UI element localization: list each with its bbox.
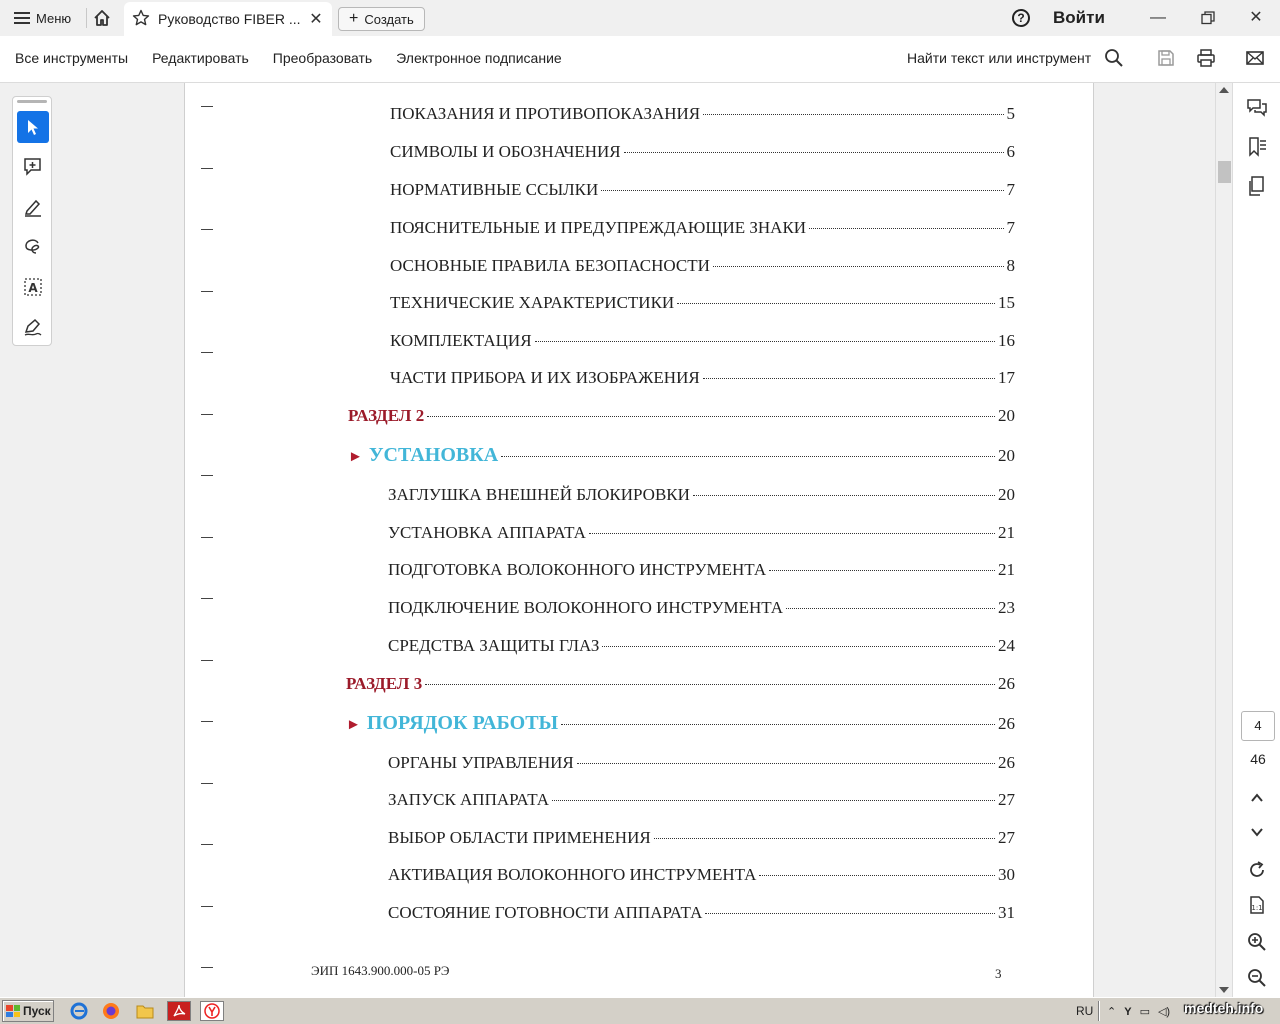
toc-entry[interactable] [388,865,1015,885]
scan-margin-mark [201,537,213,538]
toc-entry[interactable] [390,142,1015,162]
pages-icon[interactable] [1245,174,1269,198]
yandex-browser-icon[interactable] [200,1001,224,1021]
home-icon[interactable] [92,8,114,28]
create-button[interactable] [338,7,425,31]
toc-entry[interactable] [348,406,1015,426]
document-tab[interactable] [124,2,332,36]
toc-entry[interactable] [388,523,1015,543]
highlight-pen-icon[interactable] [17,191,49,223]
toc-entry-page: 26 [998,714,1015,733]
toc-leader-dots [601,190,1003,191]
toc-entry-page: 23 [998,598,1015,617]
tools-menu [15,50,562,66]
toc-entry[interactable] [390,104,1015,124]
toc-entry-label: ПОЯСНИТЕЛЬНЫЕ И ПРЕДУПРЕЖДАЮЩИЕ ЗНАКИ [390,218,807,237]
scan-margin-mark [201,967,213,968]
scan-margin-mark [201,783,213,784]
zoom-in-icon[interactable] [1245,930,1269,954]
scan-margin-mark [201,229,213,230]
toc-entry-label: ОРГАНЫ УПРАВЛЕНИЯ [388,753,574,772]
toc-entry-page: 21 [998,523,1015,542]
scan-margin-mark [201,414,213,415]
print-icon[interactable] [1196,48,1218,70]
toc-entry[interactable] [388,753,1015,773]
toc-entry-label: ПОДГОТОВКА ВОЛОКОННОГО ИНСТРУМЕНТА [388,560,767,579]
toc-leader-dots [589,533,995,534]
scan-margin-mark [201,106,213,107]
toc-entry-page: 21 [998,560,1015,579]
start-button[interactable] [2,1000,54,1022]
toc-leader-dots [703,378,995,379]
toc-leader-dots [501,456,995,457]
select-tool-icon[interactable] [17,111,49,143]
toc-entry-label: ТЕХНИЧЕСКИЕ ХАРАКТЕРИСТИКИ [390,293,675,312]
toc-leader-dots [759,875,995,876]
all-tools-menu[interactable]: Все инструменты [15,50,129,66]
toc-entry-label: СИМВОЛЫ И ОБОЗНАЧЕНИЯ [390,142,621,161]
right-panel [1232,83,1280,997]
toc-leader-dots [769,570,995,571]
scan-margin-mark [201,598,213,599]
rotate-icon[interactable] [1245,858,1269,882]
signature-pen-icon[interactable] [17,311,49,343]
star-icon[interactable] [132,9,150,30]
watermark-text: medteh.info [1184,1000,1264,1016]
toc-entry-page: 26 [998,674,1015,693]
add-comment-icon[interactable] [17,151,49,183]
toc-entry-page: 31 [998,903,1015,922]
toc-entry-page: 24 [998,636,1015,655]
menu-button[interactable] [8,6,77,30]
toc-entry[interactable] [348,444,1015,467]
toc-entry-page: 5 [1006,104,1015,123]
toc-leader-dots [425,684,995,685]
scroll-thumb[interactable] [1218,161,1231,183]
toc-entry[interactable] [390,293,1015,313]
toc-entry-page: 20 [998,406,1015,425]
bookmarks-icon[interactable] [1245,135,1269,159]
minimize-icon[interactable]: — [1150,9,1166,26]
tool-palette [12,96,52,346]
tab-title: Руководство FIBER ... [158,11,300,27]
toc-entry-page: 7 [1006,180,1015,199]
toc-entry-page: 7 [1006,218,1015,237]
toc-entry[interactable] [388,828,1015,848]
toc-entry-label: СОСТОЯНИЕ ГОТОВНОСТИ АППАРАТА [388,903,703,922]
previous-page-icon[interactable] [1245,786,1269,810]
toc-entry[interactable] [388,903,1015,923]
toc-entry-label: ЧАСТИ ПРИБОРА И ИХ ИЗОБРАЖЕНИЯ [390,368,700,387]
current-page-input[interactable]: 4 [1241,711,1275,741]
toc-leader-dots [786,608,995,609]
toc-entry-label: УСТАНОВКА АППАРАТА [388,523,586,542]
toc-leader-dots [552,800,995,801]
chapter-marker: ► [348,449,363,465]
toc-entry-label: ПОДКЛЮЧЕНИЕ ВОЛОКОННОГО ИНСТРУМЕНТА [388,598,784,617]
tools-bar [0,36,1280,83]
file-explorer-icon[interactable] [133,1001,157,1021]
scan-margin-mark [201,906,213,907]
fit-page-icon[interactable] [1245,893,1269,917]
toc-entry[interactable] [390,180,1015,200]
toc-leader-dots [677,303,995,304]
scan-margin-mark [201,168,213,169]
svg-text:A: A [28,281,38,295]
toc-entry-page: 6 [1006,142,1015,161]
toc-leader-dots [654,838,995,839]
scan-margin-mark [201,475,213,476]
toc-entry-page: 26 [998,753,1015,772]
e-sign-menu[interactable]: Электронное подписание [396,50,562,66]
toc-entry-label: НОРМАТИВНЫЕ ССЫЛКИ [390,180,599,199]
page-footer-code: ЭИП 1643.900.000-05 РЭ [311,963,450,978]
menu-label: Меню [36,10,72,26]
save-icon[interactable] [1156,48,1178,70]
toc-entry-page: 16 [998,331,1015,350]
toc-entry-page: 15 [998,293,1015,312]
windows-logo-icon [6,1005,20,1017]
yandex-tray-icon[interactable]: Y [1124,1005,1132,1018]
internet-explorer-icon[interactable] [67,1001,91,1021]
svg-text:1:1: 1:1 [1251,904,1263,912]
scan-margin-mark [201,291,213,292]
freehand-draw-icon[interactable] [17,231,49,263]
toc-leader-dots [427,416,995,417]
toc-entry[interactable] [346,674,1015,694]
toc-leader-dots [693,495,995,496]
toc-leader-dots [577,763,995,764]
os-taskbar [0,997,1280,1024]
page-footer-number: 3 [995,966,1002,981]
toc-entry-label: РАЗДЕЛ 2 [348,406,425,425]
help-icon[interactable]: ? [1012,9,1030,27]
vertical-scrollbar[interactable] [1215,83,1232,997]
comments-icon[interactable] [1245,96,1269,120]
acrobat-taskbar-icon[interactable] [167,1001,191,1021]
login-button[interactable]: Войти [1053,8,1105,27]
toc-entry[interactable] [388,598,1015,618]
divider [86,8,87,28]
toc-leader-dots [703,114,1003,115]
network-icon[interactable]: ▭ [1139,1006,1150,1018]
toc-leader-dots [624,152,1004,153]
title-bar [0,0,1280,36]
toc-entry-page: 27 [998,790,1015,809]
palette-grip[interactable] [17,100,47,103]
toc-entry-page: 20 [998,485,1015,504]
toc-entry-label: РАЗДЕЛ 3 [346,674,423,693]
toc-leader-dots [809,228,1003,229]
toc-entry[interactable] [388,790,1015,810]
create-label: Создать [364,11,414,27]
scroll-up-icon[interactable] [1219,87,1229,93]
convert-menu[interactable]: Преобразовать [272,50,373,66]
toc-entry-page: 8 [1006,256,1015,275]
toc-entry-label: АКТИВАЦИЯ ВОЛОКОННОГО ИНСТРУМЕНТА [388,865,757,884]
toc-entry-label: ОСНОВНЫЕ ПРАВИЛА БЕЗОПАСНОСТИ [390,256,710,275]
toc-entry-label: ВЫБОР ОБЛАСТИ ПРИМЕНЕНИЯ [388,828,651,847]
toc-entry-page: 17 [998,368,1015,387]
volume-icon[interactable]: ◁) [1157,1006,1171,1018]
toc-entry-page: 30 [998,865,1015,884]
toc-entry-label: ЗАГЛУШКА ВНЕШНЕЙ БЛОКИРОВКИ [388,485,690,504]
toc-entry[interactable] [390,256,1015,276]
mail-icon[interactable] [1245,48,1267,70]
hamburger-icon [14,12,30,24]
firefox-icon[interactable] [99,1001,123,1021]
scan-margin-mark [201,844,213,845]
scroll-down-icon[interactable] [1219,987,1229,993]
zoom-out-icon[interactable] [1245,966,1269,990]
chapter-marker: ► [346,717,361,733]
pdf-page [184,83,1094,997]
toc-entry[interactable] [390,331,1015,351]
total-pages: 46 [1250,751,1266,767]
text-box-icon[interactable] [17,271,49,303]
toc-entry-label: СРЕДСТВА ЗАЩИТЫ ГЛАЗ [388,636,600,655]
toc-entry[interactable] [388,636,1015,656]
close-tab-icon[interactable]: ✕ [309,11,323,28]
search-icon[interactable] [1104,48,1126,70]
scan-margin-mark [201,721,213,722]
toc-entry[interactable] [346,712,1015,735]
toc-leader-dots [713,266,1004,267]
toc-entry-page: 27 [998,828,1015,847]
toc-entry[interactable] [388,560,1015,580]
toc-entry-label: ПОРЯДОК РАБОТЫ [366,712,559,734]
close-window-icon[interactable]: ✕ [1249,9,1263,26]
toc-entry-label: ПОКАЗАНИЯ И ПРОТИВОПОКАЗАНИЯ [390,104,701,123]
tray-divider [1098,1001,1100,1021]
toc-leader-dots [561,724,995,725]
toc-entry[interactable] [390,218,1015,238]
start-label: Пуск [23,1004,51,1018]
toc-entry-label: КОМПЛЕКТАЦИЯ [390,331,532,350]
toc-leader-dots [705,913,995,914]
language-indicator[interactable]: RU [1076,1004,1094,1018]
toc-entry-label: ЗАПУСК АППАРАТА [388,790,550,809]
scan-margin-mark [201,660,213,661]
edit-menu[interactable]: Редактировать [152,50,249,66]
scan-margin-mark [201,352,213,353]
toc-entry-page: 20 [998,446,1015,465]
toc-entry[interactable] [390,368,1015,388]
find-tool-label[interactable]: Найти текст или инструмент [907,50,1092,66]
toc-entry-label: УСТАНОВКА [368,444,499,466]
tray-expand-icon[interactable]: ⌃ [1107,1006,1117,1018]
next-page-icon[interactable] [1245,820,1269,844]
plus-icon: + [349,10,359,27]
toc-leader-dots [602,646,995,647]
toc-entry[interactable] [388,485,1015,505]
document-viewport[interactable] [62,83,1215,997]
restore-icon[interactable] [1196,6,1220,30]
toc-leader-dots [535,341,995,342]
